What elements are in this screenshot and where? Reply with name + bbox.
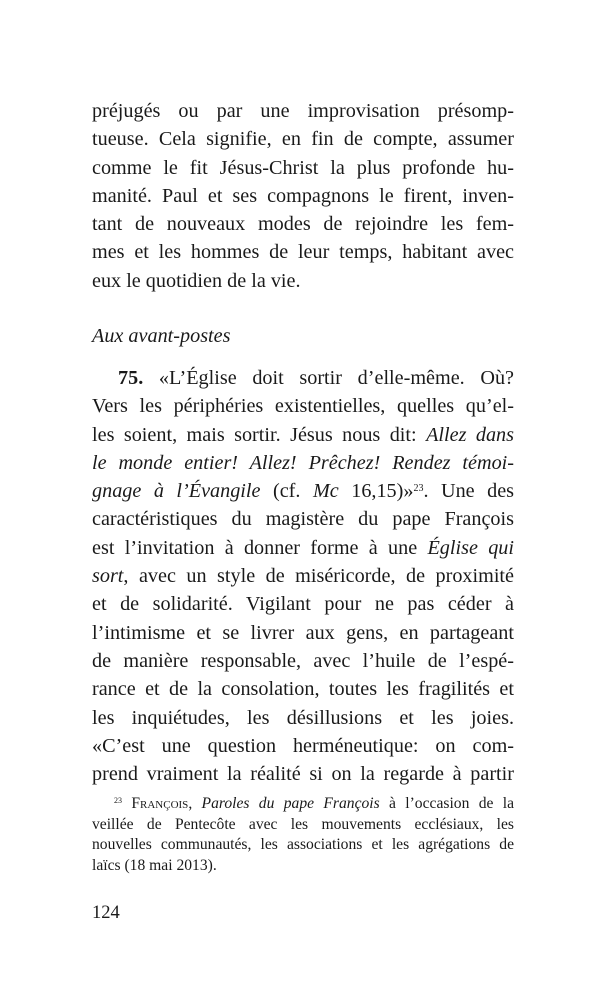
footnote-number: 23 [114, 796, 122, 805]
text-segment: 16,15)» [351, 480, 414, 503]
text-line: l’intimisme et se livrer aux gens, en partageant [92, 621, 514, 644]
text-line: comme le fit Jésus-Christ la plus profonde hu- [92, 156, 514, 179]
text-line: mes et les hommes de leur temps, habitant avec [92, 241, 514, 264]
italic-phrase: sort [92, 565, 124, 588]
text-segment: les soient, mais sortir. Jésus nous dit: [92, 423, 417, 446]
text-line: «C’est une question herméneutique: on com- [92, 734, 514, 757]
text-segment: à l’occasion de la [389, 795, 515, 812]
text-segment: est l’invitation à donner forme à une [92, 536, 418, 559]
footnote-title: Paroles du pape François [201, 795, 380, 812]
page-number: 124 [92, 903, 120, 923]
paragraph-1 [92, 97, 514, 295]
italic-phrase: Église qui [427, 536, 515, 559]
text-line: rance et de la consolation, toutes les fragilités et [92, 678, 514, 701]
footnote-line: laïcs (18 mai 2013). [92, 856, 217, 874]
section-heading: Aux avant-postes [92, 325, 231, 347]
footnote-line: nouvelles communautés, les associations et les agrégations de [92, 836, 514, 853]
text-segment: (cf. [272, 480, 301, 503]
italic-quote: Allez dans [426, 423, 514, 446]
text-line: Vers les périphéries existentielles, quelles qu’el- [92, 395, 514, 418]
text-line: et de solidarité. Vigilant pour ne pas céder à [92, 593, 514, 616]
text-line: manité. Paul et ses compagnons le firent, inven- [92, 184, 514, 207]
italic-quote: gnage à l’Évangile [92, 480, 261, 503]
footnote-line: $^{23}$ François, Paroles du pape François à l’occasion de la [114, 795, 515, 812]
book-page [92, 97, 515, 923]
paragraph-2 [92, 364, 514, 788]
text-line: prend vraiment la réalité si on la regarde à partir [92, 763, 514, 786]
text-line: eux le quotidien de la vie. [92, 269, 301, 292]
text-line [92, 364, 514, 392]
text-line: tueuse. Cela signifie, en fin de compte, assumer [92, 128, 514, 151]
text-line [92, 477, 514, 505]
text-line [92, 421, 514, 449]
text-line: préjugés ou par une improvisation présomp- [92, 100, 514, 122]
footnote-line: veillée de Pentecôte avec les mouvements ecclésiaux, les [92, 815, 514, 833]
text-line [92, 562, 514, 590]
text-line: tant de nouveaux modes de rejoindre les fem- [92, 213, 514, 236]
footnote-marker: 23 [413, 483, 424, 495]
text-line: les inquiétudes, les désillusions et les joies. [92, 706, 514, 729]
text-line: de manière responsable, avec l’huile de l’espé- [92, 649, 514, 672]
footnote-author: François [131, 795, 189, 812]
text-line [92, 449, 514, 477]
text-segment: «L’Église doit sortir d’elle-même. Où? [158, 367, 515, 389]
text-segment: , avec un style de miséricorde, de proximité [123, 565, 514, 588]
text-line: caractéristiques du magistère du pape François [92, 508, 514, 531]
italic-quote: le monde entier! Allez! Prêchez! Rendez témoi- [92, 451, 514, 474]
text-line [92, 534, 514, 562]
italic-reference: Mc [312, 480, 339, 503]
paragraph-number: 75. [118, 367, 144, 389]
footnote [92, 794, 514, 876]
text-segment: . Une des [423, 480, 515, 503]
